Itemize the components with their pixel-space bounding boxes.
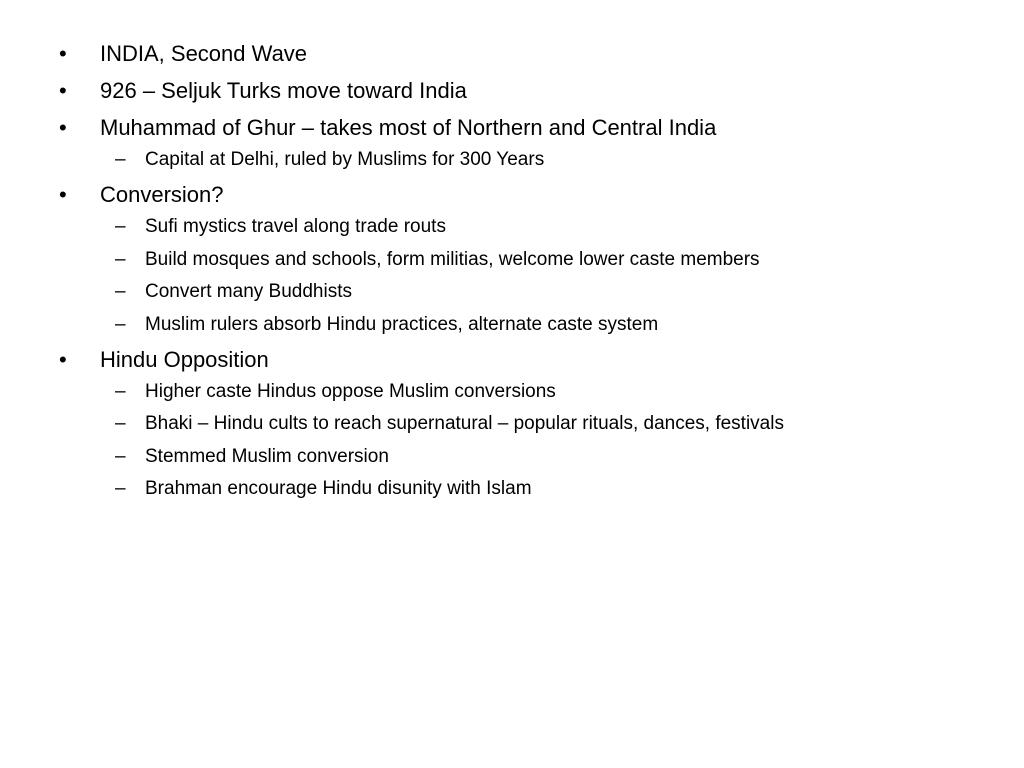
dash-marker: – xyxy=(115,380,126,402)
sub-bullet-item xyxy=(0,413,1024,435)
sub-bullet-item xyxy=(0,478,1024,500)
bullet-item xyxy=(0,347,1024,373)
sub-bullet-text: Brahman encourage Hindu disunity with Islam xyxy=(145,478,532,499)
bullet-text: Hindu Opposition xyxy=(100,346,269,372)
bullet-item xyxy=(0,41,1024,67)
bullet-marker: • xyxy=(59,41,67,66)
sub-bullet-item xyxy=(0,149,1024,171)
sub-bullet-text: Build mosques and schools, form militias, welcome lower caste members xyxy=(145,248,760,270)
bullet-text: INDIA, Second Wave xyxy=(100,41,308,66)
bullet-text: Muhammad of Ghur – takes most of Northern and Central India xyxy=(100,115,717,140)
bullet-marker: • xyxy=(59,346,67,372)
dash-marker: – xyxy=(115,478,126,499)
sub-bullet-item xyxy=(0,249,1024,271)
sub-bullet-item xyxy=(0,281,1024,303)
dash-marker: – xyxy=(115,313,126,335)
sub-bullet-text: Convert many Buddhists xyxy=(145,281,352,302)
dash-marker: – xyxy=(115,149,126,170)
sub-bullet-item xyxy=(0,314,1024,336)
sub-bullet-item xyxy=(0,216,1024,238)
sub-bullet-text: Bhaki – Hindu cults to reach supernatural – popular rituals, dances, festivals xyxy=(145,413,784,434)
sub-bullet-text: Stemmed Muslim conversion xyxy=(145,445,389,467)
bullet-marker: • xyxy=(59,182,67,207)
sub-bullet-text: Sufi mystics travel along trade routs xyxy=(145,216,446,237)
dash-marker: – xyxy=(115,413,126,434)
sub-bullet-text: Capital at Delhi, ruled by Muslims for 300 Years xyxy=(145,149,545,170)
bullet-item xyxy=(0,78,1024,104)
dash-marker: – xyxy=(115,216,126,237)
dash-marker: – xyxy=(115,248,126,270)
dash-marker: – xyxy=(115,445,126,467)
sub-bullet-item xyxy=(0,381,1024,403)
sub-bullet-item xyxy=(0,446,1024,468)
sub-bullet-text: Higher caste Hindus oppose Muslim conversions xyxy=(145,380,556,402)
bullet-item xyxy=(0,115,1024,141)
bullet-text: Conversion? xyxy=(100,182,224,207)
bullet-marker: • xyxy=(59,115,67,140)
bullet-list xyxy=(0,38,1024,500)
bullet-text: 926 – Seljuk Turks move toward India xyxy=(100,78,467,103)
bullet-marker: • xyxy=(59,78,67,103)
sub-bullet-text: Muslim rulers absorb Hindu practices, alternate caste system xyxy=(145,313,659,335)
dash-marker: – xyxy=(115,281,126,302)
bullet-item xyxy=(0,182,1024,208)
